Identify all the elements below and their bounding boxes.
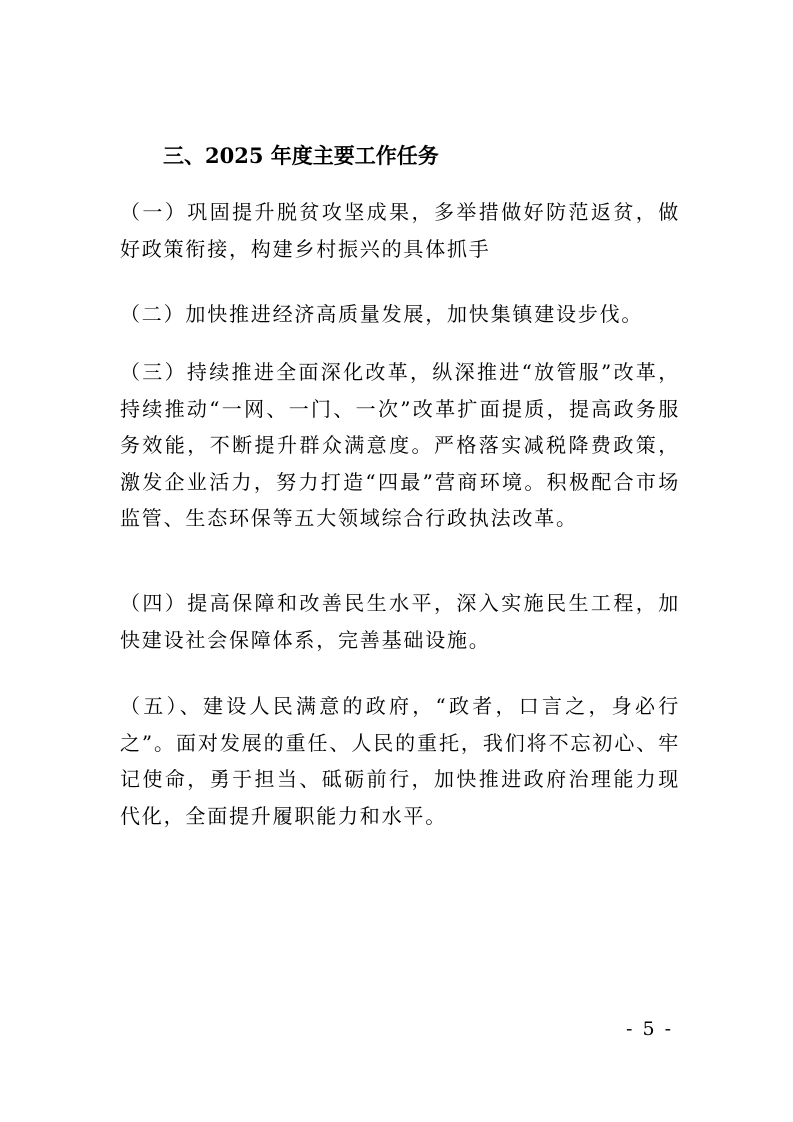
page-number: - 5 - bbox=[626, 1018, 674, 1040]
paragraph-3: （三）持续推进全面深化改革，纵深推进“放管服”改革，持续推动“一网、一门、一次”改革扩面提质，提高政务服务效能，不断提升群众满意度。严格落实减税降费政策，激发企业活力，努力打造“四最”营商环境。积极配合市场监管、生态环保等五大领域综合行政执法改革。 bbox=[120, 360, 680, 530]
paragraph-2: （二）加快推进经济高质量发展，加快集镇建设步伐。 bbox=[120, 302, 644, 326]
paragraph-5: （五）、建设人民满意的政府，“政者，口言之，身必行之”。面对发展的重任、人民的重托，我们将不忘初心、牢记使命，勇于担当、砥砺前行，加快推进政府治理能力现代化，全面提升履职能力和水平。 bbox=[120, 694, 680, 828]
section-heading: 三、2025 年度主要工作任务 bbox=[163, 143, 439, 168]
paragraph-4: （四）提高保障和改善民生水平，深入实施民生工程，加快建设社会保障体系，完善基础设施。 bbox=[120, 591, 680, 652]
paragraph-1: （一）巩固提升脱贫攻坚成果，多举措做好防范返贫，做好政策衔接，构建乡村振兴的具体抓手 bbox=[120, 200, 680, 261]
